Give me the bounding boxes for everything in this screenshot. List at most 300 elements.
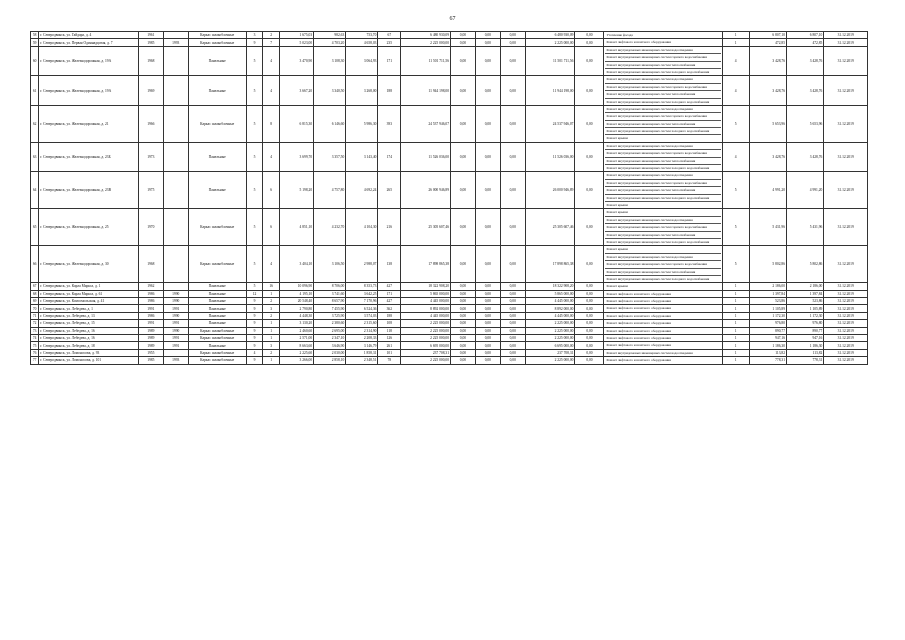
cost-other-cell: 0,00 — [575, 335, 604, 342]
entrances-cell: 2 — [263, 349, 280, 356]
cost-fund-cell: 0,00 — [451, 312, 476, 319]
cost-budget1-cell: 0,00 — [475, 283, 500, 290]
cost-total-cell: 6 480 930,09 — [401, 32, 451, 39]
cost-owners-cell: 8 892 000,00 — [525, 305, 575, 312]
unit-cost-cell: 976,80 — [749, 320, 786, 327]
living-area-cell: 4 232,70 — [314, 209, 346, 246]
entrances-cell: 1 — [263, 320, 280, 327]
year-reconstructed-cell — [163, 349, 188, 356]
unit-cost-cell: 523,86 — [749, 298, 786, 305]
unit-cost-cell: 472,85 — [749, 39, 786, 46]
wall-material-cell: Каркас шлакоблочные — [188, 246, 246, 283]
cost-owners-cell: 2 225 000,00 — [525, 39, 575, 46]
max-cost-cell: 5 802,86 — [787, 246, 824, 283]
work-item: Ремонт лифтового и шахтного оборудования — [606, 321, 671, 326]
cost-owners-cell: 11 501 711,56 — [525, 46, 575, 76]
cost-total-cell: 11 526 036,00 — [401, 142, 451, 172]
work-item: Ремонт крыши — [606, 136, 628, 141]
cost-fund-cell: 0,00 — [451, 32, 476, 39]
row-number: 69 — [31, 298, 39, 305]
year-built-cell: 1991 — [138, 305, 163, 312]
address-cell: г. Северодвинск, ул. Лебедева, д. 16 — [39, 335, 139, 342]
table-row — [31, 246, 868, 283]
owned-area-cell: 2 315,60 — [346, 320, 378, 327]
year-reconstructed-cell: 1990 — [163, 298, 188, 305]
cost-other-cell: 0,00 — [575, 305, 604, 312]
unit-cost-cell: 890,77 — [749, 327, 786, 334]
cost-total-cell: 8 892 000,00 — [401, 305, 451, 312]
total-area-cell: 2 571,00 — [279, 335, 313, 342]
wall-material-cell: Панельные — [188, 172, 246, 209]
entrances-cell: 8 — [263, 105, 280, 142]
living-area-cell: 3 725,90 — [314, 312, 346, 319]
floors-cell: 12 — [246, 290, 263, 297]
cost-owners-cell: 4 445 000,00 — [525, 312, 575, 319]
row-number: 65 — [31, 209, 39, 246]
wall-material-cell: Панельные — [188, 342, 246, 349]
row-number: 75 — [31, 342, 39, 349]
deadline-cell: 31.12.2019 — [824, 305, 868, 312]
works-cell — [604, 335, 722, 342]
works-cell — [604, 39, 722, 46]
living-area-cell: 3 741,60 — [314, 290, 346, 297]
cost-budget1-cell: 0,00 — [475, 290, 500, 297]
cost-owners-cell: 2 225 000,00 — [525, 327, 575, 334]
cost-owners-cell: 18 322 908,20 — [525, 283, 575, 290]
work-item: Ремонт внутридомовых инженерных систем водоотведения — [605, 76, 720, 83]
address-cell: г. Северодвинск, ул. Железнодорожная, д. 23Б — [39, 142, 139, 172]
work-item: Ремонт лифтового и шахтного оборудования — [606, 306, 671, 311]
living-area-cell: 2 347,10 — [314, 335, 346, 342]
address-cell: г. Северодвинск, ул. Железнодорожная, д. 30 — [39, 246, 139, 283]
entrances-cell: 3 — [263, 305, 280, 312]
max-cost-cell: 523,86 — [787, 298, 824, 305]
owned-area-cell: 8 353,73 — [346, 283, 378, 290]
total-area-cell: 2 460,60 — [279, 327, 313, 334]
row-number: 60 — [31, 46, 39, 76]
deadline-cell: 31.12.2019 — [824, 46, 868, 76]
work-item: Ремонт внутридомовых инженерных систем холодного водоснабжения — [606, 166, 710, 171]
unit-cell: 5 — [722, 105, 749, 142]
cost-budget2-cell: 0,00 — [500, 327, 525, 334]
floors-cell: 9 — [246, 312, 263, 319]
address-cell: г. Северодвинск, ул. Железнодорожная, д. 21 — [39, 105, 139, 142]
work-item: Ремонт крыши — [606, 202, 628, 207]
unit-cost-cell: 778,31 — [749, 357, 786, 364]
works-cell — [604, 105, 722, 142]
total-area-cell: 2 225,60 — [279, 349, 313, 356]
owned-area-cell: 2 988,07 — [346, 246, 378, 283]
owned-area-cell: 4 658,03 — [346, 39, 378, 46]
floors-cell: 5 — [246, 46, 263, 76]
entrances-cell: 2 — [263, 32, 280, 39]
work-item: Ремонт лифтового и шахтного оборудования — [606, 343, 671, 348]
residents-cell: 393 — [378, 105, 401, 142]
unit-cell: 4 — [722, 142, 749, 172]
owned-area-cell: 3 146,79 — [346, 342, 378, 349]
works-cell — [604, 172, 722, 209]
table-row — [31, 105, 868, 142]
work-item: Ремонт лифтового и шахтного оборудования — [606, 299, 671, 304]
floors-cell: 9 — [246, 305, 263, 312]
cost-fund-cell: 0,00 — [451, 142, 476, 172]
cost-total-cell: 5 865 000,00 — [401, 290, 451, 297]
entrances-cell: 16 — [263, 283, 280, 290]
row-number: 68 — [31, 290, 39, 297]
year-built-cell: 1975 — [138, 172, 163, 209]
year-reconstructed-cell — [163, 246, 188, 283]
cost-other-cell: 0,00 — [575, 312, 604, 319]
works-cell — [604, 142, 722, 172]
residents-cell: 188 — [378, 312, 401, 319]
owned-area-cell: 2 314,90 — [346, 327, 378, 334]
cost-budget2-cell: 0,00 — [500, 290, 525, 297]
cost-owners-cell: 11 944 198,00 — [525, 76, 575, 106]
work-item: Ремонт внутридомовых инженерных систем теплоснабжения — [605, 121, 720, 128]
wall-material-cell: Панельные — [188, 76, 246, 106]
owned-area-cell: 1 858,31 — [346, 349, 378, 356]
works-cell — [604, 283, 722, 290]
work-item: Ремонт внутридомовых инженерных систем теплоснабжения — [605, 187, 720, 194]
cost-owners-cell: 26 000 946,89 — [525, 172, 575, 209]
owned-area-cell: 4 692,24 — [346, 172, 378, 209]
cost-budget2-cell: 0,00 — [500, 312, 525, 319]
residents-cell: 261 — [378, 342, 401, 349]
total-area-cell: 5 198,20 — [279, 172, 313, 209]
residents-cell: 108 — [378, 320, 401, 327]
max-cost-cell: 3 428,76 — [787, 142, 824, 172]
total-area-cell: 4 448,30 — [279, 312, 313, 319]
owned-area-cell: 2 208,33 — [346, 335, 378, 342]
address-cell: г. Северодвинск, ул. Ломоносова, д. 101 — [39, 357, 139, 364]
entrances-cell: 4 — [263, 46, 280, 76]
cost-budget2-cell: 0,00 — [500, 209, 525, 246]
cost-owners-cell: 2 225 000,00 — [525, 335, 575, 342]
unit-cell: 1 — [722, 320, 749, 327]
works-cell — [604, 320, 722, 327]
cost-fund-cell: 0,00 — [451, 283, 476, 290]
cost-other-cell: 0,00 — [575, 39, 604, 46]
living-area-cell: 7 455,90 — [314, 305, 346, 312]
residents-cell: 188 — [378, 76, 401, 106]
deadline-cell: 31.12.2019 — [824, 39, 868, 46]
cost-budget1-cell: 0,00 — [475, 142, 500, 172]
entrances-cell: 4 — [263, 246, 280, 283]
row-number: 64 — [31, 172, 39, 209]
floors-cell: 9 — [246, 335, 263, 342]
living-area-cell: 3 357,50 — [314, 142, 346, 172]
floors-cell: 5 — [246, 209, 263, 246]
cost-budget1-cell: 0,00 — [475, 357, 500, 364]
cost-total-cell: 2 225 000,00 — [401, 357, 451, 364]
entrances-cell: 2 — [263, 298, 280, 305]
unit-cell: 1 — [722, 349, 749, 356]
table-row — [31, 172, 868, 209]
entrances-cell: 3 — [263, 342, 280, 349]
deadline-cell: 31.12.2019 — [824, 298, 868, 305]
address-cell: г. Северодвинск, ул. Ломоносова, д. 93 — [39, 349, 139, 356]
max-cost-cell: 1 172,30 — [787, 312, 824, 319]
owned-area-cell: 7 170,96 — [346, 298, 378, 305]
work-item: Ремонт внутридомовых инженерных систем водоотведения — [605, 47, 720, 54]
unit-cell: 1 — [722, 335, 749, 342]
living-area-cell: 4 757,80 — [314, 172, 346, 209]
year-reconstructed-cell: 1991 — [163, 320, 188, 327]
work-item: Ремонт внутридомовых инженерных систем теплоснабжения — [605, 158, 720, 165]
cost-total-cell: 25 305 607,46 — [401, 209, 451, 246]
living-area-cell: 982,63 — [314, 32, 346, 39]
residents-cell: 118 — [378, 327, 401, 334]
capital-repair-table — [30, 31, 868, 365]
year-built-cell: 1986 — [138, 312, 163, 319]
table-row — [31, 290, 868, 297]
work-item: Ремонт внутридомовых инженерных систем водоотведения — [606, 350, 693, 355]
work-item: Ремонт лифтового и шахтного оборудования — [606, 336, 671, 341]
living-area-cell: 3 646,90 — [314, 342, 346, 349]
address-cell: г. Северодвинск, ул. Железнодорожная, д. 19А — [39, 76, 139, 106]
table-row — [31, 142, 868, 172]
living-area-cell: 3 340,50 — [314, 76, 346, 106]
unit-cell: 5 — [722, 172, 749, 209]
cost-budget1-cell: 0,00 — [475, 209, 500, 246]
cost-total-cell: 2 225 000,00 — [401, 327, 451, 334]
cost-owners-cell: 6 480 930,09 — [525, 32, 575, 39]
owned-area-cell: 3 268,00 — [346, 76, 378, 106]
cost-budget1-cell: 0,00 — [475, 32, 500, 39]
table-row — [31, 349, 868, 356]
address-cell: г. Северодвинск, ул. Железнодорожная, д. 19А — [39, 46, 139, 76]
unit-cost-cell: 113,82 — [749, 349, 786, 356]
row-number: 58 — [31, 32, 39, 39]
row-number: 76 — [31, 349, 39, 356]
wall-material-cell: Каркас шлакоблочные — [188, 327, 246, 334]
work-item: Ремонт внутридомовых инженерных систем водоотведения — [605, 106, 720, 113]
total-area-cell: 1 675,03 — [279, 32, 313, 39]
residents-cell: 235 — [378, 39, 401, 46]
total-area-cell: 4 195,10 — [279, 290, 313, 297]
work-item: Ремонт внутридомовых инженерных систем горячего водоснабжения — [605, 180, 720, 187]
floors-cell: 9 — [246, 39, 263, 46]
row-number: 73 — [31, 327, 39, 334]
row-number: 66 — [31, 246, 39, 283]
unit-cost-cell: 5 431,96 — [749, 209, 786, 246]
cost-budget2-cell: 0,00 — [500, 142, 525, 172]
wall-material-cell: Панельные — [188, 312, 246, 319]
address-cell: г. Северодвинск, ул. Лебедева, д. 13 — [39, 312, 139, 319]
cost-budget1-cell: 0,00 — [475, 312, 500, 319]
max-cost-cell: 890,77 — [787, 327, 824, 334]
year-reconstructed-cell — [163, 172, 188, 209]
work-item: Ремонт внутридомовых инженерных систем водоотведения — [605, 217, 720, 224]
deadline-cell: 31.12.2019 — [824, 209, 868, 246]
total-area-cell: 3 470,90 — [279, 46, 313, 76]
cost-owners-cell: 17 898 865,38 — [525, 246, 575, 283]
work-item: Ремонт внутридомовых инженерных систем горячего водоснабжения — [605, 150, 720, 157]
work-item: Ремонт лифтового и шахтного оборудования — [606, 328, 671, 333]
wall-material-cell: Каркас шлакоблочные — [188, 335, 246, 342]
cost-owners-cell: 6 695 000,00 — [525, 342, 575, 349]
table-row — [31, 312, 868, 319]
work-item: Ремонт внутридомовых инженерных систем водоотведения — [605, 143, 720, 150]
living-area-cell: 2 695,00 — [314, 327, 346, 334]
cost-fund-cell: 0,00 — [451, 105, 476, 142]
cost-total-cell: 237 708,31 — [401, 349, 451, 356]
year-reconstructed-cell — [163, 142, 188, 172]
cost-budget2-cell: 0,00 — [500, 105, 525, 142]
table-row — [31, 335, 868, 342]
cost-budget1-cell: 0,00 — [475, 349, 500, 356]
max-cost-cell: 1 105,89 — [787, 305, 824, 312]
cost-owners-cell: 5 865 000,00 — [525, 290, 575, 297]
work-item: Ремонт внутридомовых инженерных систем горячего водоснабжения — [605, 54, 720, 61]
unit-cell: 5 — [722, 246, 749, 283]
address-cell: г. Северодвинск, ул. Комсомольская, д. 41 — [39, 298, 139, 305]
cost-other-cell: 0,00 — [575, 209, 604, 246]
year-built-cell: 1973 — [138, 142, 163, 172]
address-cell: г. Северодвинск, ул. Карла Маркса, д. 1 — [39, 283, 139, 290]
year-reconstructed-cell — [163, 283, 188, 290]
row-number: 61 — [31, 76, 39, 106]
cost-owners-cell: 2 225 000,00 — [525, 320, 575, 327]
cost-owners-cell: 2 225 000,00 — [525, 357, 575, 364]
entrances-cell: 6 — [263, 209, 280, 246]
work-item: Ремонт внутридомовых инженерных систем водоотведения — [605, 172, 720, 179]
entrances-cell: 4 — [263, 76, 280, 106]
works-cell — [604, 46, 722, 76]
unit-cost-cell: 3 428,76 — [749, 76, 786, 106]
cost-other-cell: 0,00 — [575, 320, 604, 327]
year-built-cell: 1961 — [138, 32, 163, 39]
works-cell — [604, 342, 722, 349]
cost-budget1-cell: 0,00 — [475, 320, 500, 327]
cost-fund-cell: 0,00 — [451, 342, 476, 349]
cost-other-cell: 0,00 — [575, 342, 604, 349]
year-built-cell: 1991 — [138, 320, 163, 327]
unit-cost-cell: 1 105,89 — [749, 305, 786, 312]
row-number: 71 — [31, 312, 39, 319]
cost-owners-cell: 11 526 036,00 — [525, 142, 575, 172]
wall-material-cell: Каркас шлакоблочные — [188, 349, 246, 356]
total-area-cell: 4 851,10 — [279, 209, 313, 246]
residents-cell: 101 — [378, 349, 401, 356]
total-area-cell: 6 815,30 — [279, 105, 313, 142]
cost-budget2-cell: 0,00 — [500, 283, 525, 290]
table-row — [31, 283, 868, 290]
year-reconstructed-cell: 1990 — [163, 312, 188, 319]
unit-cell: 1 — [722, 290, 749, 297]
cost-fund-cell: 0,00 — [451, 209, 476, 246]
entrances-cell: 6 — [263, 172, 280, 209]
work-item: Ремонт внутридомовых инженерных систем холодного водоснабжения — [606, 99, 710, 104]
cost-fund-cell: 0,00 — [451, 320, 476, 327]
cost-total-cell: 17 898 865,38 — [401, 246, 451, 283]
deadline-cell: 31.12.2019 — [824, 312, 868, 319]
works-cell — [604, 349, 722, 356]
deadline-cell: 31.12.2019 — [824, 290, 868, 297]
unit-cell: 1 — [722, 283, 749, 290]
cost-total-cell: 4 445 000,00 — [401, 312, 451, 319]
table-row — [31, 305, 868, 312]
cost-owners-cell: 25 305 607,46 — [525, 209, 575, 246]
cost-owners-cell: 24 537 946,07 — [525, 105, 575, 142]
work-item: Ремонт внутридомовых инженерных систем теплоснабжения — [605, 91, 720, 98]
total-area-cell: 3 699,70 — [279, 142, 313, 172]
work-item: Ремонт лифтового и шахтного оборудования — [606, 40, 671, 45]
max-cost-cell: 3 428,76 — [787, 76, 824, 106]
cost-budget2-cell: 0,00 — [500, 305, 525, 312]
year-reconstructed-cell: 1990 — [163, 290, 188, 297]
year-reconstructed-cell: 1991 — [163, 342, 188, 349]
max-cost-cell: 976,80 — [787, 320, 824, 327]
year-built-cell: 1986 — [138, 298, 163, 305]
deadline-cell: 31.12.2019 — [824, 142, 868, 172]
cost-fund-cell: 0,00 — [451, 46, 476, 76]
cost-budget1-cell: 0,00 — [475, 342, 500, 349]
works-cell — [604, 327, 722, 334]
cost-budget2-cell: 0,00 — [500, 39, 525, 46]
cost-fund-cell: 0,00 — [451, 357, 476, 364]
wall-material-cell: Панельные — [188, 298, 246, 305]
deadline-cell: 31.12.2019 — [824, 32, 868, 39]
residents-cell: 362 — [378, 305, 401, 312]
work-item: Ремонт внутридомовых инженерных систем холодного водоснабжения — [606, 276, 710, 281]
cost-budget2-cell: 0,00 — [500, 172, 525, 209]
cost-fund-cell: 0,00 — [451, 327, 476, 334]
address-cell: г. Северодвинск, ул. Карла Маркса, д. 61 — [39, 290, 139, 297]
cost-fund-cell: 0,00 — [451, 298, 476, 305]
cost-budget1-cell: 0,00 — [475, 305, 500, 312]
cost-fund-cell: 0,00 — [451, 172, 476, 209]
year-reconstructed-cell — [163, 105, 188, 142]
works-cell — [604, 76, 722, 106]
unit-cell: 1 — [722, 298, 749, 305]
year-reconstructed-cell: 1993 — [163, 357, 188, 364]
cost-other-cell: 0,00 — [575, 142, 604, 172]
max-cost-cell: 6 807,10 — [787, 32, 824, 39]
max-cost-cell: 1 397,84 — [787, 290, 824, 297]
total-area-cell: 3 266,00 — [279, 357, 313, 364]
cost-total-cell: 2 225 000,00 — [401, 320, 451, 327]
deadline-cell: 31.12.2019 — [824, 76, 868, 106]
cost-total-cell: 11 944 198,00 — [401, 76, 451, 106]
deadline-cell: 31.12.2019 — [824, 342, 868, 349]
living-area-cell: 8 706,00 — [314, 283, 346, 290]
unit-cost-cell: 1 172,30 — [749, 312, 786, 319]
residents-cell: 138 — [378, 246, 401, 283]
unit-cell: 4 — [722, 46, 749, 76]
work-item: Ремонт внутридомовых инженерных систем холодного водоснабжения — [606, 239, 710, 244]
residents-cell: 174 — [378, 142, 401, 172]
year-built-cell: 1986 — [138, 290, 163, 297]
max-cost-cell: 472,85 — [787, 39, 824, 46]
address-cell: г. Северодвинск, ул. Железнодорожная, д. 23В — [39, 172, 139, 209]
deadline-cell: 31.12.2019 — [824, 335, 868, 342]
owned-area-cell: 3 064,93 — [346, 46, 378, 76]
entrances-cell: 1 — [263, 357, 280, 364]
max-cost-cell: 4 991,20 — [787, 172, 824, 209]
cost-budget1-cell: 0,00 — [475, 46, 500, 76]
unit-cost-cell: 1 397,84 — [749, 290, 786, 297]
works-cell — [604, 32, 722, 39]
cost-total-cell: 18 322 908,20 — [401, 283, 451, 290]
max-cost-cell: 5 653,96 — [787, 105, 824, 142]
cost-budget2-cell: 0,00 — [500, 32, 525, 39]
floors-cell: 9 — [246, 357, 263, 364]
cost-budget2-cell: 0,00 — [500, 349, 525, 356]
floors-cell: 4 — [246, 349, 263, 356]
floors-cell: 9 — [246, 320, 263, 327]
entrances-cell: 7 — [263, 39, 280, 46]
